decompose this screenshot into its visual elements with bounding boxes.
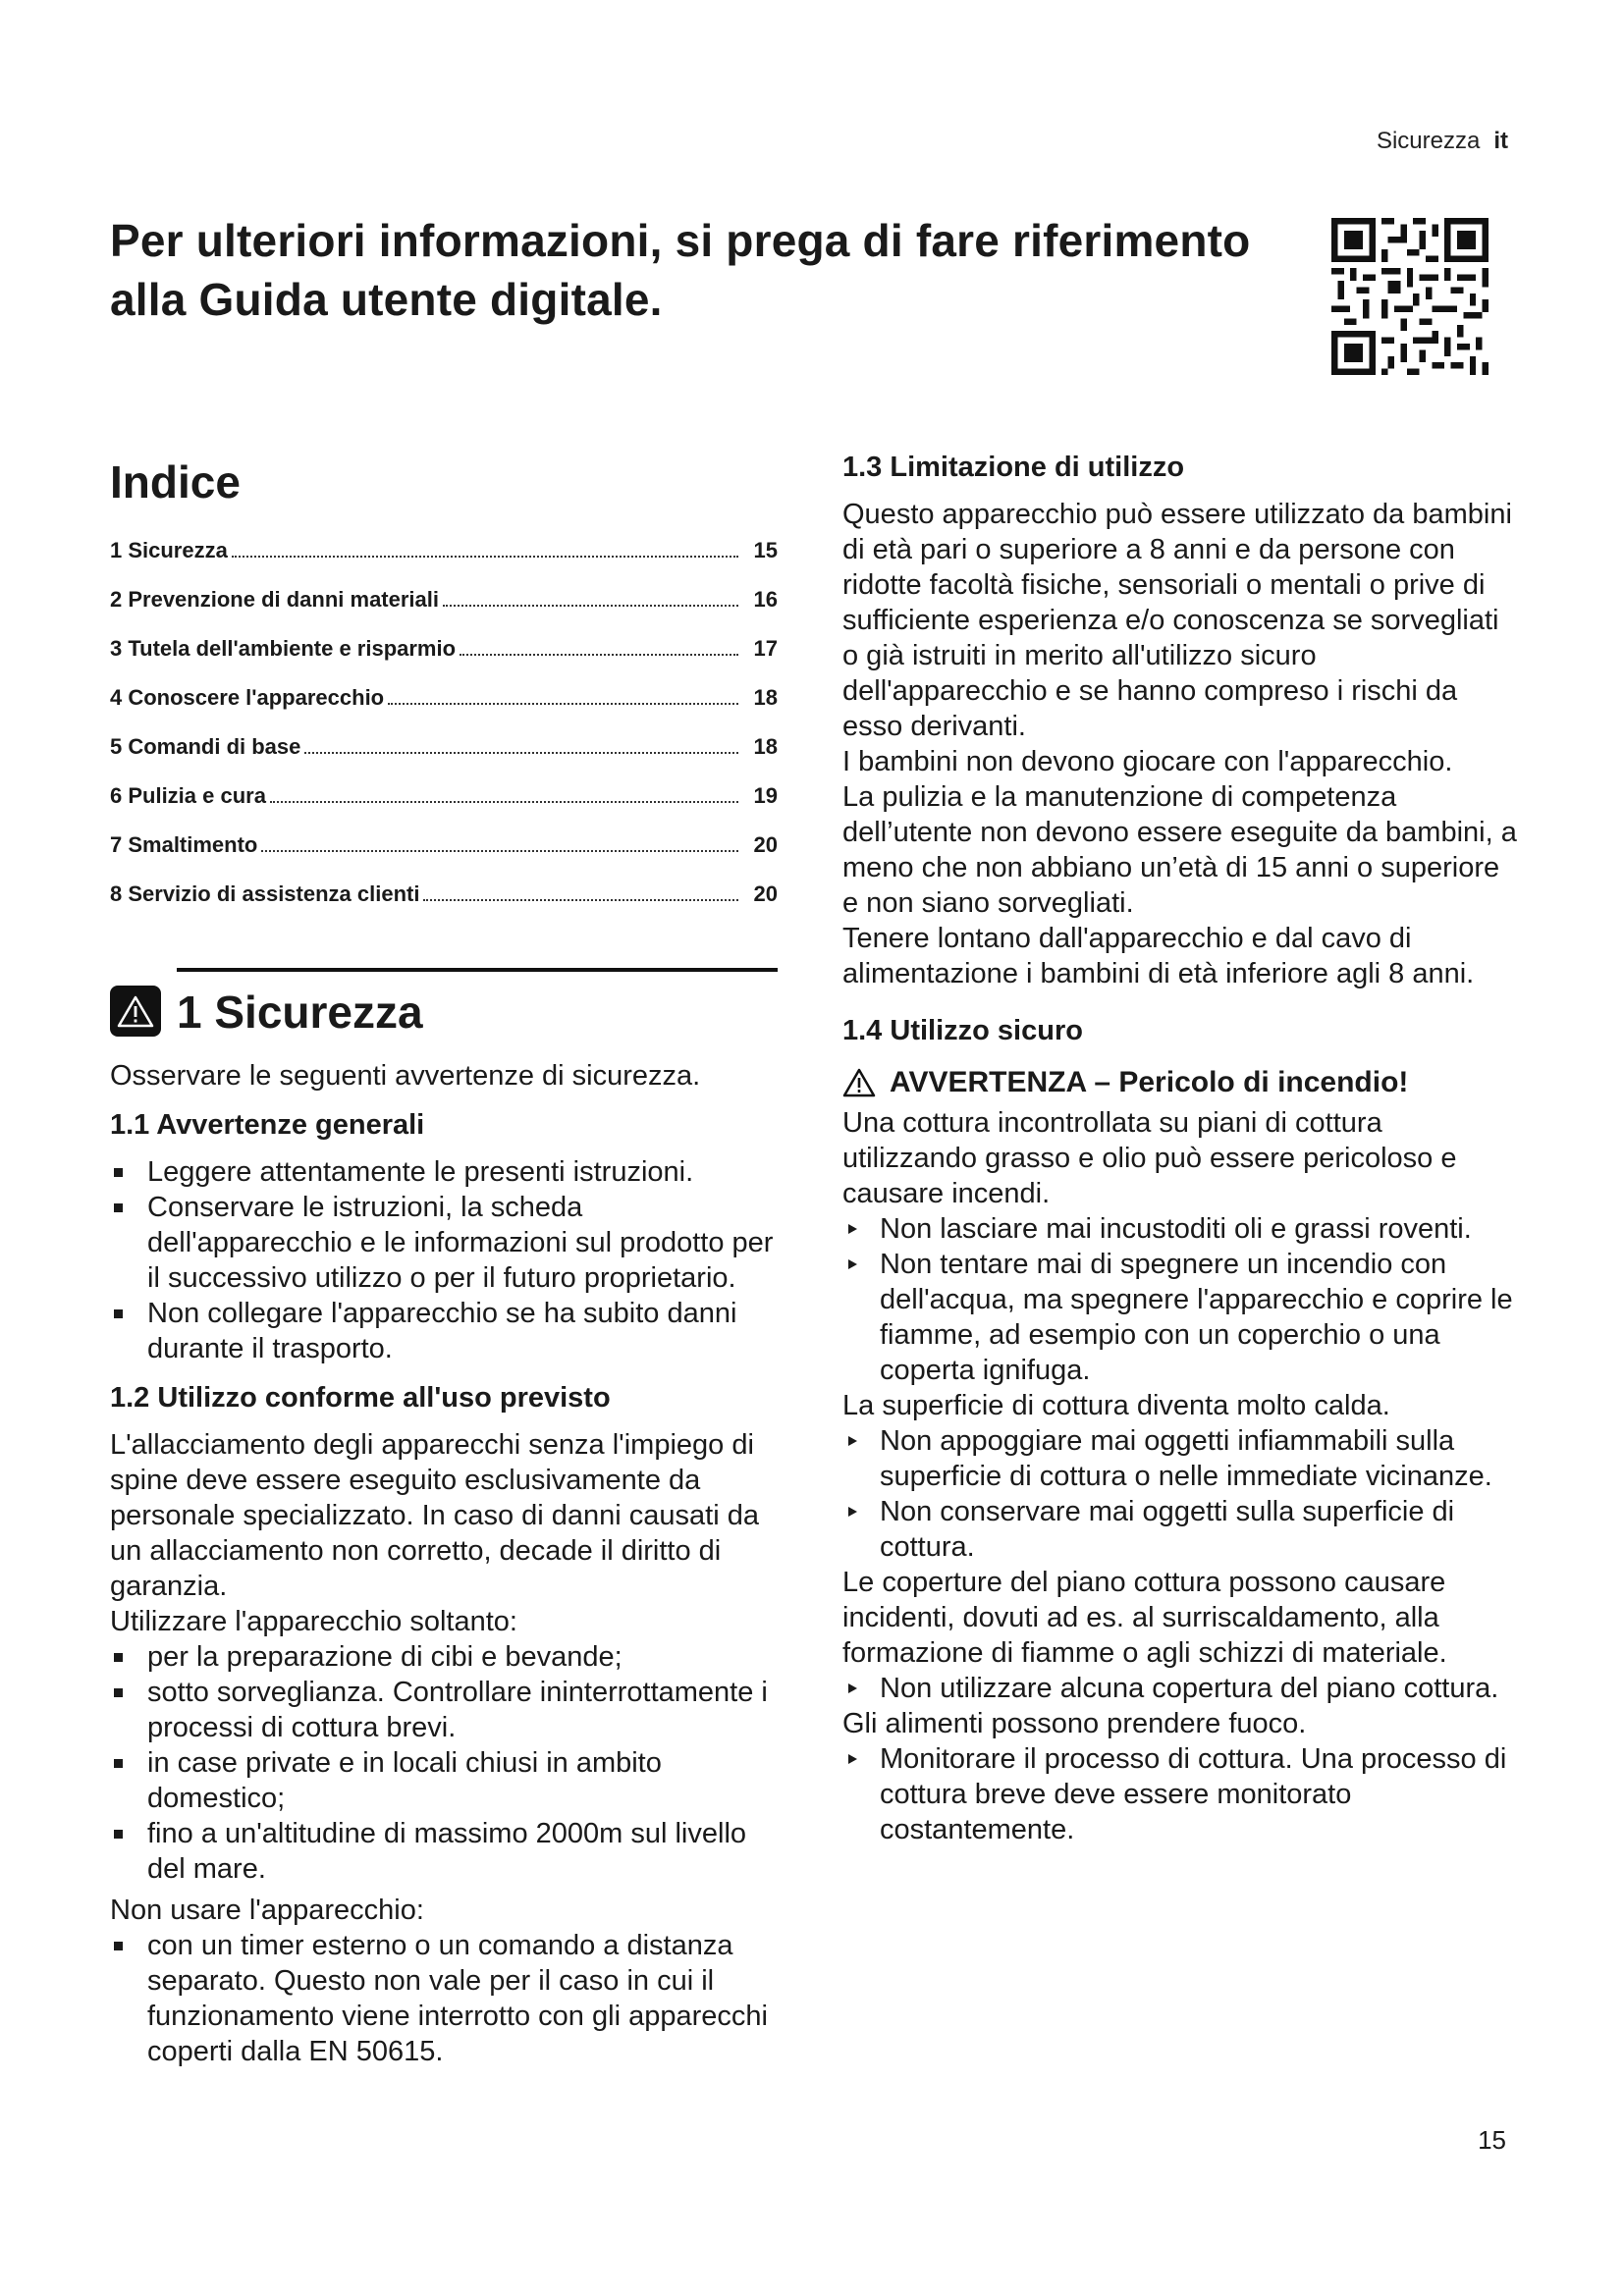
toc-item[interactable] (110, 538, 778, 587)
paragraph: Gli alimenti possono prendere fuoco. (842, 1708, 1307, 1739)
toc-item-page: 18 (753, 685, 778, 710)
toc-item[interactable] (110, 832, 778, 881)
list-item: Non lasciare mai incustoditi oli e grassi roventi. (842, 1211, 1520, 1247)
qr-code-icon (1331, 218, 1489, 375)
page-title-line2: alla Guida utente digitale. (110, 274, 663, 325)
list-item: Non appoggiare mai oggetti infiammabili sulla superficie di cottura o nelle immediate vicinanze. (842, 1423, 1520, 1494)
toc-item-page: 16 (753, 587, 778, 612)
list-item: Leggere attentamente le presenti istruzioni. (110, 1154, 778, 1190)
action-list (842, 1423, 1520, 1565)
toc-item-label: 6 Pulizia e cura (110, 783, 266, 808)
toc-item-page: 15 (753, 538, 778, 562)
list-item: sotto sorveglianza. Controllare ininterrottamente i processi di cottura brevi. (110, 1675, 778, 1745)
running-header-section: Sicurezza (1376, 128, 1481, 154)
paragraph: La pulizia e la manutenzione di competenza dell’utente non devono essere eseguite da bambini, a meno che non abbiano un’età di 15 anni o superiore e non siano sorvegliati. (842, 781, 1517, 919)
subsection-heading: 1.3 Limitazione di utilizzo (842, 452, 1185, 483)
toc-item[interactable] (110, 734, 778, 783)
paragraph: Una cottura incontrollata su piani di cottura utilizzando grasso e olio può essere pericoloso e causare incendi. (842, 1107, 1457, 1209)
bullet-list (110, 1639, 778, 1887)
list-item: per la preparazione di cibi e bevande; (110, 1639, 778, 1675)
toc-item-page: 18 (753, 734, 778, 759)
running-header-lang: it (1493, 128, 1508, 154)
list-item: Conservare le istruzioni, la scheda dell'apparecchio e le informazioni sul prodotto per il successivo utilizzo o per il futuro proprietario. (110, 1190, 778, 1296)
paragraph: Tenere lontano dall'apparecchio e dal cavo di alimentazione i bambini di età inferiore agli 8 anni. (842, 923, 1475, 989)
list-item: Non conservare mai oggetti sulla superficie di cottura. (842, 1494, 1520, 1565)
table-of-contents (110, 538, 778, 931)
subsection-heading: 1.2 Utilizzo conforme all'uso previsto (110, 1382, 611, 1414)
toc-item-label: 4 Conoscere l'apparecchio (110, 685, 385, 710)
toc-item-label: 2 Prevenzione di danni materiali (110, 587, 439, 612)
toc-item-page: 19 (753, 783, 778, 808)
page-title (110, 211, 1288, 329)
paragraph: Non usare l'apparecchio: (110, 1895, 424, 1926)
toc-item[interactable] (110, 783, 778, 832)
toc-leader (232, 556, 738, 558)
toc-item[interactable] (110, 636, 778, 685)
toc-item-label: 8 Servizio di assistenza clienti (110, 881, 420, 906)
toc-leader (443, 605, 738, 607)
toc-leader (388, 703, 738, 705)
paragraph: Utilizzare l'apparecchio soltanto: (110, 1606, 517, 1637)
section-heading (110, 968, 778, 1058)
list-item: con un timer esterno o un comando a distanza separato. Questo non vale per il caso in cui il funzionamento viene interrotto con gli apparecchi coperti dalla EN 50615. (110, 1928, 778, 2069)
action-list (842, 1211, 1520, 1388)
right-column (842, 450, 1520, 1847)
subsection-heading: 1.4 Utilizzo sicuro (842, 1015, 1083, 1046)
toc-leader (270, 801, 738, 803)
toc-leader (460, 654, 738, 656)
paragraph: Le coperture del piano cottura possono causare incidenti, dovuti ad es. al surriscaldamento, alla formazione di fiamme o agli schizzi di materiale. (842, 1567, 1447, 1669)
toc-item[interactable] (110, 587, 778, 636)
paragraph: L'allacciamento degli apparecchi senza l'impiego di spine deve essere eseguito esclusivamente da personale specializzato. In caso di danni causati da un allacciamento non corretto, decade il diritto di garanzia. (110, 1429, 759, 1602)
toc-item-label: 5 Comandi di base (110, 734, 301, 759)
toc-item-page: 17 (753, 636, 778, 661)
toc-leader (261, 850, 738, 852)
list-item: fino a un'altitudine di massimo 2000m sul livello del mare. (110, 1816, 778, 1887)
toc-item-label: 7 Smaltimento (110, 832, 258, 857)
list-item: Monitorare il processo di cottura. Una processo di cottura breve deve essere monitorato costantemente. (842, 1741, 1520, 1847)
index-heading: Indice (110, 456, 241, 507)
section-title: 1 Sicurezza (177, 987, 423, 1038)
warning-heading (842, 1064, 1520, 1101)
paragraph: I bambini non devono giocare con l'apparecchio. (842, 746, 1453, 777)
page-title-line1: Per ulteriori informazioni, si prega di fare riferimento (110, 215, 1251, 266)
action-list (842, 1741, 1520, 1847)
toc-item-page: 20 (753, 832, 778, 857)
action-list (842, 1671, 1520, 1706)
toc-leader (423, 899, 738, 901)
warning-triangle-icon (842, 1068, 876, 1097)
section-intro: Osservare le seguenti avvertenze di sicurezza. (110, 1060, 701, 1092)
subsection-heading: 1.1 Avvertenze generali (110, 1109, 425, 1141)
warning-icon (110, 986, 161, 1037)
toc-item-page: 20 (753, 881, 778, 906)
list-item: in case private e in locali chiusi in ambito domestico; (110, 1745, 778, 1816)
bullet-list (110, 1154, 778, 1366)
list-item: Non tentare mai di spegnere un incendio con dell'acqua, ma spegnere l'apparecchio e coprire le fiamme, ad esempio con un coperchio o una coperta ignifuga. (842, 1247, 1520, 1388)
section-rule (177, 968, 778, 972)
paragraph: La superficie di cottura diventa molto calda. (842, 1390, 1390, 1421)
toc-item[interactable] (110, 881, 778, 931)
list-item: Non collegare l'apparecchio se ha subito danni durante il trasporto. (110, 1296, 778, 1366)
list-item: Non utilizzare alcuna copertura del piano cottura. (842, 1671, 1520, 1706)
toc-leader (304, 752, 738, 754)
warning-text: AVVERTENZA – Pericolo di incendio! (890, 1066, 1409, 1098)
toc-item[interactable] (110, 685, 778, 734)
paragraph: Questo apparecchio può essere utilizzato da bambini di età pari o superiore a 8 anni e da persone con ridotte facoltà fisiche, sensoriali o mentali o prive di sufficiente esperienza e/o conoscenza se sorvegliati o già istruiti in merito all'utilizzo sicuro dell'apparecchio e se hanno compreso i rischi da esso derivanti. (842, 499, 1512, 742)
left-column (110, 450, 778, 2069)
bullet-list (110, 1928, 778, 2069)
page-number: 15 (1478, 2125, 1506, 2155)
running-header (1377, 128, 1508, 155)
toc-item-label: 3 Tutela dell'ambiente e risparmio (110, 636, 457, 661)
toc-item-label: 1 Sicurezza (110, 538, 228, 562)
